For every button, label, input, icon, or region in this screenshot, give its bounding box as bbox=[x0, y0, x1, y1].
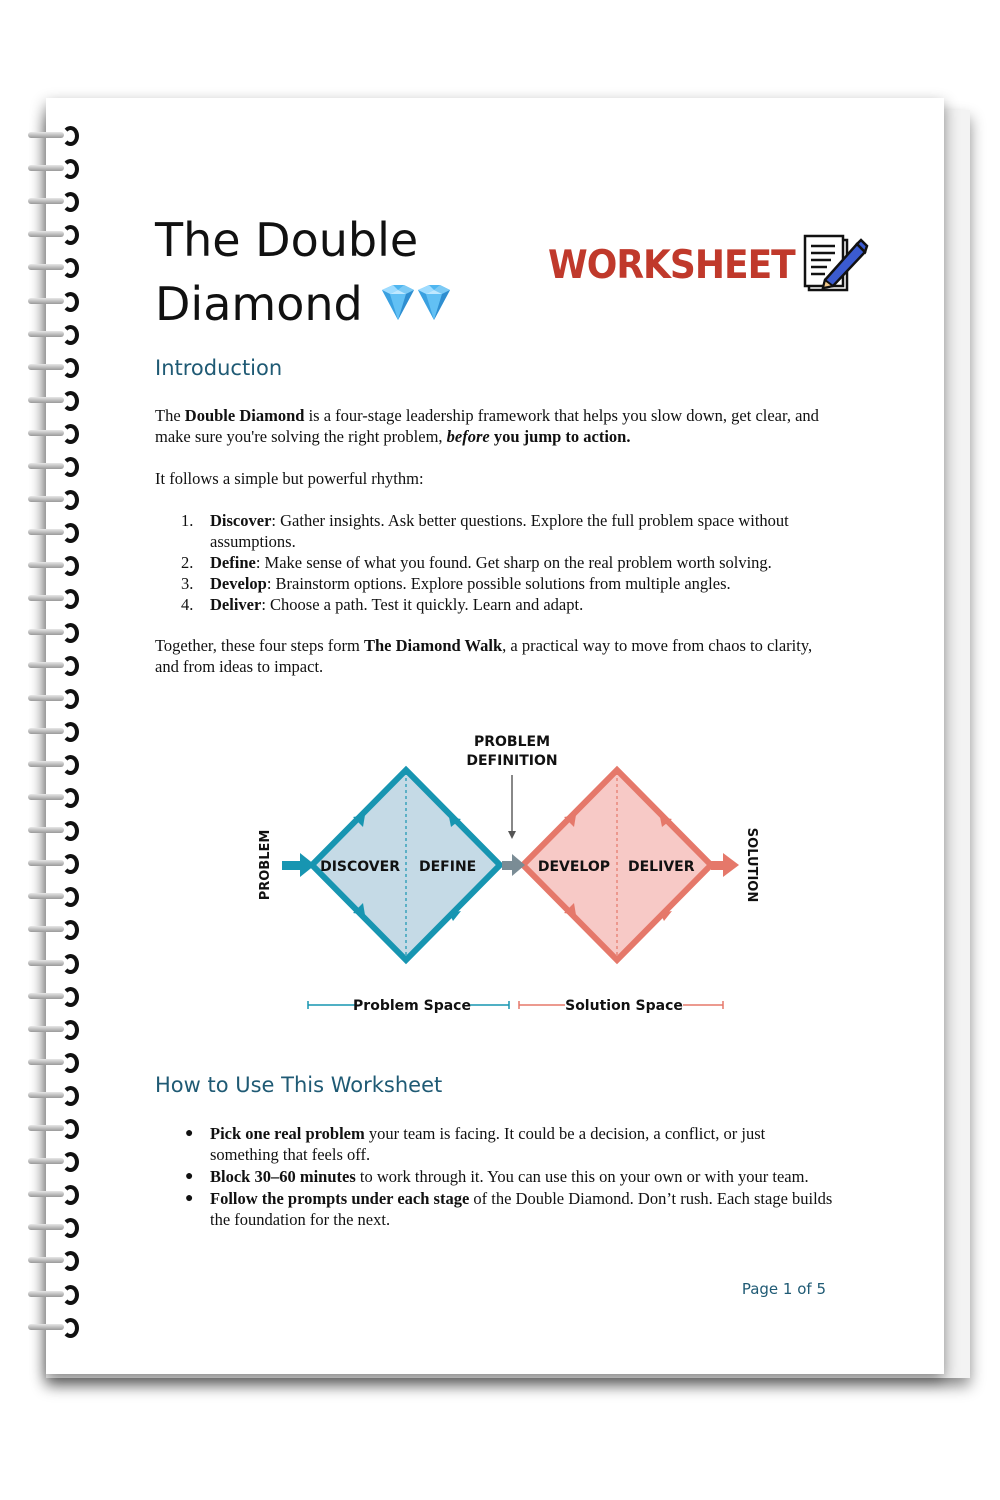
problem-definition-label-2: DEFINITION bbox=[466, 753, 558, 769]
spiral-ring bbox=[26, 622, 86, 644]
list-item bbox=[155, 1188, 835, 1230]
spiral-ring bbox=[26, 919, 86, 941]
spiral-ring bbox=[26, 588, 86, 610]
bullet-icon: ● bbox=[185, 1169, 194, 1184]
spiral-ring bbox=[26, 688, 86, 710]
how-to-text: of the Double Diamond. Don’t rush. Each stage builds the foundation for the next. bbox=[210, 1189, 833, 1229]
summary-text: , a practical way to move from chaos to clarity, and from ideas to impact. bbox=[155, 636, 813, 676]
spiral-ring bbox=[26, 1085, 86, 1107]
list-item bbox=[155, 1123, 835, 1165]
list-item bbox=[155, 594, 835, 615]
how-to-bold: Follow the prompts under each stage bbox=[210, 1189, 470, 1208]
step-text: : Make sense of what you found. Get sharp on the real problem worth solving. bbox=[255, 553, 772, 572]
summary-bold: The Diamond Walk bbox=[363, 636, 503, 655]
spiral-ring bbox=[26, 1284, 86, 1306]
steps-list bbox=[155, 510, 835, 615]
spiral-ring bbox=[26, 1151, 86, 1173]
document-pencil-icon bbox=[803, 234, 869, 296]
step-text: : Gather insights. Ask better questions. Explore the full problem space without assumptions. bbox=[210, 511, 789, 551]
solution-arrow-head bbox=[723, 853, 739, 877]
diamond-gem-icon bbox=[413, 284, 455, 322]
bullet-icon: ● bbox=[185, 1126, 194, 1141]
page-number: Page 1 of 5 bbox=[741, 1280, 826, 1298]
spiral-ring bbox=[26, 324, 86, 346]
pointer-arrowhead bbox=[508, 831, 516, 839]
intro-bold: Double Diamond bbox=[184, 406, 305, 425]
intro-bold: you jump to action. bbox=[489, 427, 631, 446]
how-to-text: to work through it. You can use this on your own or with your team. bbox=[355, 1167, 809, 1186]
step-name: Define bbox=[210, 553, 256, 572]
summary-text: Together, these four steps form bbox=[155, 636, 364, 655]
worksheet-label: WORKSHEET bbox=[548, 242, 795, 288]
connector-arrow-head bbox=[512, 854, 525, 876]
spiral-ring bbox=[26, 423, 86, 445]
spiral-ring bbox=[26, 1250, 86, 1272]
spiral-ring bbox=[26, 1217, 86, 1239]
list-number: 1. bbox=[181, 511, 194, 530]
list-item bbox=[155, 510, 835, 552]
spiral-ring bbox=[26, 224, 86, 246]
spiral-binding bbox=[26, 125, 90, 1365]
spiral-ring bbox=[26, 257, 86, 279]
spiral-ring bbox=[26, 1184, 86, 1206]
how-to-list bbox=[155, 1123, 835, 1230]
how-to-bold: Pick one real problem bbox=[210, 1124, 365, 1143]
bullet-icon: ● bbox=[185, 1191, 194, 1206]
worksheet-badge bbox=[548, 234, 869, 296]
intro-bold-italic: before bbox=[446, 427, 490, 446]
page-title bbox=[155, 208, 535, 336]
spiral-ring bbox=[26, 1019, 86, 1041]
define-label: DEFINE bbox=[419, 859, 477, 875]
spiral-ring bbox=[26, 886, 86, 908]
spiral-ring bbox=[26, 522, 86, 544]
spiral-ring bbox=[26, 390, 86, 412]
problem-definition-label-1: PROBLEM bbox=[473, 734, 551, 750]
rhythm-paragraph: It follows a simple but powerful rhythm: bbox=[155, 469, 424, 488]
spiral-ring bbox=[26, 787, 86, 809]
step-name: Develop bbox=[210, 574, 267, 593]
develop-label: DEVELOP bbox=[537, 859, 610, 875]
intro-paragraph bbox=[155, 405, 835, 447]
spiral-ring bbox=[26, 357, 86, 379]
problem-arrow-head bbox=[300, 853, 315, 877]
step-text: : Choose a path. Test it quickly. Learn and adapt. bbox=[261, 595, 584, 614]
double-diamond-diagram bbox=[245, 725, 775, 1025]
spiral-ring bbox=[26, 456, 86, 478]
spiral-ring bbox=[26, 1052, 86, 1074]
spiral-ring bbox=[26, 953, 86, 975]
discover-label: DISCOVER bbox=[320, 859, 400, 875]
how-to-text: your team is facing. It could be a decision, a conflict, or just something that feels off. bbox=[210, 1124, 766, 1164]
solution-side-label: SOLUTION bbox=[744, 827, 759, 903]
problem-arrow-shaft bbox=[282, 861, 302, 870]
how-to-bold: Block 30–60 minutes bbox=[210, 1167, 356, 1186]
list-number: 2. bbox=[181, 553, 194, 572]
spiral-ring bbox=[26, 291, 86, 313]
spiral-ring bbox=[26, 555, 86, 577]
spiral-ring bbox=[26, 158, 86, 180]
spiral-ring bbox=[26, 191, 86, 213]
solution-space-label: Solution Space bbox=[565, 998, 683, 1014]
list-number: 3. bbox=[181, 574, 194, 593]
spiral-ring bbox=[26, 655, 86, 677]
how-to-heading: How to Use This Worksheet bbox=[155, 1073, 443, 1097]
list-item bbox=[155, 1166, 835, 1187]
introduction-heading: Introduction bbox=[155, 356, 283, 380]
step-name: Discover bbox=[210, 511, 272, 530]
deliver-label: DELIVER bbox=[628, 859, 695, 875]
spiral-ring bbox=[26, 986, 86, 1008]
spiral-ring bbox=[26, 754, 86, 776]
spiral-ring bbox=[26, 489, 86, 511]
list-item bbox=[155, 552, 835, 573]
list-item bbox=[155, 573, 835, 594]
title-line-1: The Double bbox=[155, 213, 419, 267]
spiral-ring bbox=[26, 1317, 86, 1339]
list-number: 4. bbox=[181, 595, 194, 614]
spiral-ring bbox=[26, 721, 86, 743]
title-line-2: Diamond bbox=[155, 277, 363, 331]
intro-text: is a four-stage leadership framework that helps you slow down, get clear, and make sure you're solving the right problem, bbox=[155, 406, 819, 446]
summary-paragraph bbox=[155, 635, 835, 677]
problem-space-label: Problem Space bbox=[353, 998, 471, 1014]
spiral-ring bbox=[26, 1118, 86, 1140]
step-name: Deliver bbox=[210, 595, 262, 614]
spiral-ring bbox=[26, 853, 86, 875]
intro-text: The bbox=[155, 406, 185, 425]
spiral-ring bbox=[26, 820, 86, 842]
solution-arrow-shaft bbox=[711, 861, 725, 870]
spiral-ring bbox=[26, 125, 86, 147]
step-text: : Brainstorm options. Explore possible solutions from multiple angles. bbox=[266, 574, 731, 593]
problem-side-label: PROBLEM bbox=[258, 829, 273, 901]
